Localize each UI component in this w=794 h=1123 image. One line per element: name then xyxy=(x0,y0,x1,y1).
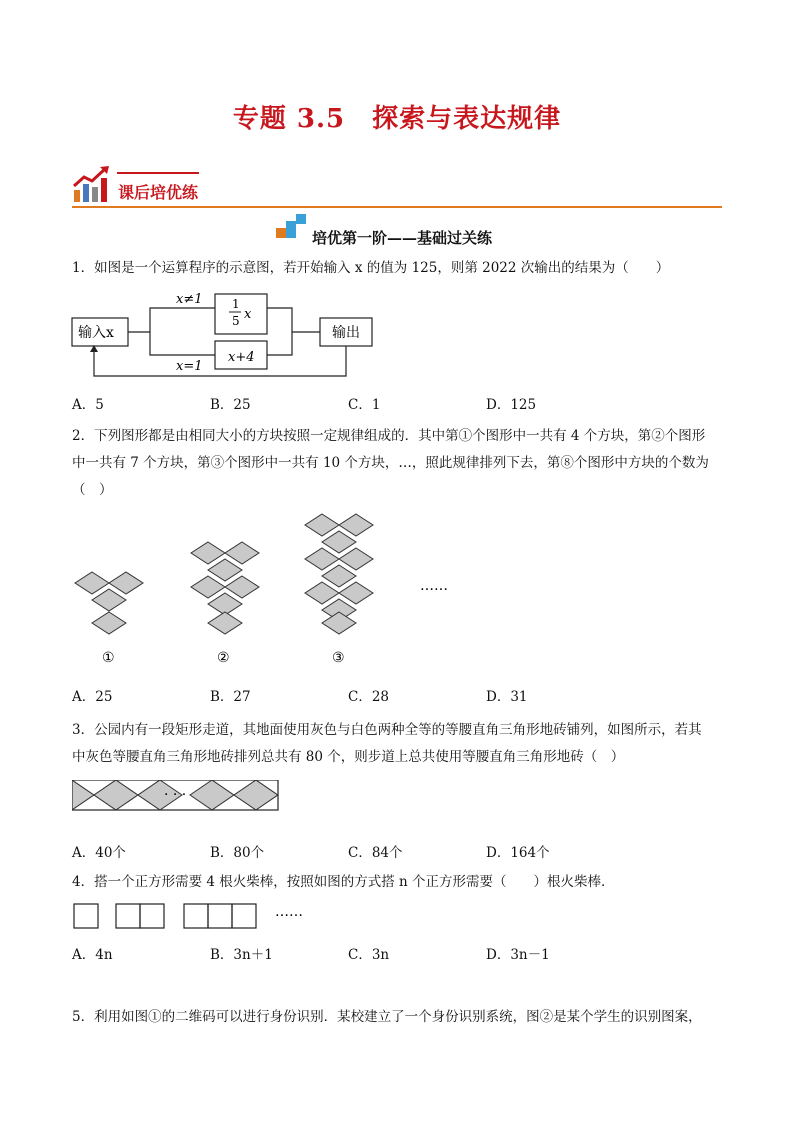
q3-dots: · · · xyxy=(164,787,187,803)
q4-matchstick-squares xyxy=(72,902,322,932)
question-4-text: 4．搭一个正方形需要 4 根火柴棒，按照如图的方式搭 n 个正方形需要（ ）根火柴棒． xyxy=(72,874,615,890)
q1-option-a[interactable]: A．5 xyxy=(72,397,104,413)
q3-option-a[interactable]: A．40个 xyxy=(72,845,126,861)
chart-growth-icon xyxy=(72,164,116,204)
q4-option-c[interactable]: C．3n xyxy=(348,947,390,963)
flow-frac-var: x xyxy=(244,307,252,322)
flow-op-bottom: x+4 xyxy=(228,350,255,365)
q1-flowchart xyxy=(70,286,380,382)
figure-label-1: ① xyxy=(102,650,115,666)
question-3-line2: 中灰色等腰直角三角形地砖排列总共有 80 个，则步道上总共使用等腰直角三角形地砖（ ） xyxy=(72,749,625,765)
section-rule xyxy=(72,206,722,208)
flow-output-label: 输出 xyxy=(332,325,360,341)
q4-ellipsis: …… xyxy=(275,904,303,920)
flow-frac-den: 5 xyxy=(232,314,240,328)
flow-frac-num: 1 xyxy=(232,297,240,311)
q3-option-c[interactable]: C．84个 xyxy=(348,845,403,861)
q2-option-a[interactable]: A．25 xyxy=(72,689,113,705)
q2-option-d[interactable]: D．31 xyxy=(486,689,528,705)
q2-option-c[interactable]: C．28 xyxy=(348,689,390,705)
q1-option-d[interactable]: D．125 xyxy=(486,397,537,413)
question-2-line2: 中一共有 7 个方块，第③个图形中一共有 10 个方块，…，照此规律排列下去，第⑧个图形中方块的个数为 xyxy=(72,455,709,471)
q2-option-b[interactable]: B．27 xyxy=(210,689,251,705)
q3-option-b[interactable]: B．80个 xyxy=(210,845,265,861)
q1-option-c[interactable]: C．1 xyxy=(348,397,381,413)
q1-option-b[interactable]: B．25 xyxy=(210,397,251,413)
section-label: 课后培优练 xyxy=(118,183,199,202)
flow-cond-top: x≠1 xyxy=(176,292,203,307)
q4-option-a[interactable]: A．4n xyxy=(72,947,113,963)
section-top-rule xyxy=(117,172,199,174)
question-5-text: 5．利用如图①的二维码可以进行身份识别．某校建立了一个身份识别系统，图②是某个学生的识别图案， xyxy=(72,1009,702,1025)
q3-tile-strip xyxy=(72,780,282,812)
q4-option-b[interactable]: B．3n＋1 xyxy=(210,947,273,963)
question-3-line1: 3．公园内有一段矩形走道，其地面使用灰色与白色两种全等的等腰直角三角形地砖铺列，如图所示，若其 xyxy=(72,722,702,738)
q3-option-d[interactable]: D．164个 xyxy=(486,845,550,861)
q2-diamond-figures xyxy=(70,510,470,670)
question-2-line3: （ ） xyxy=(72,482,113,498)
figure-label-3: ③ xyxy=(332,650,345,666)
stage-heading: 培优第一阶——基础过关练 xyxy=(312,229,493,247)
q2-ellipsis: …… xyxy=(420,578,448,594)
question-2-line1: 2．下列图形都是由相同大小的方块按照一定规律组成的．其中第①个图形中一共有 4 个方块，第②个图形 xyxy=(72,428,706,444)
stairs-icon xyxy=(276,214,310,242)
page-title: 专题 3.5 探索与表达规律 xyxy=(232,104,562,134)
q4-option-d[interactable]: D．3n－1 xyxy=(486,947,550,963)
flow-cond-bottom: x=1 xyxy=(176,359,203,374)
figure-label-2: ② xyxy=(217,650,230,666)
flow-input-label: 输入x xyxy=(78,325,114,341)
question-1-text: 1．如图是一个运算程序的示意图，若开始输入 x 的值为 125，则第 2022 次输出的结果为（ ） xyxy=(72,260,670,276)
